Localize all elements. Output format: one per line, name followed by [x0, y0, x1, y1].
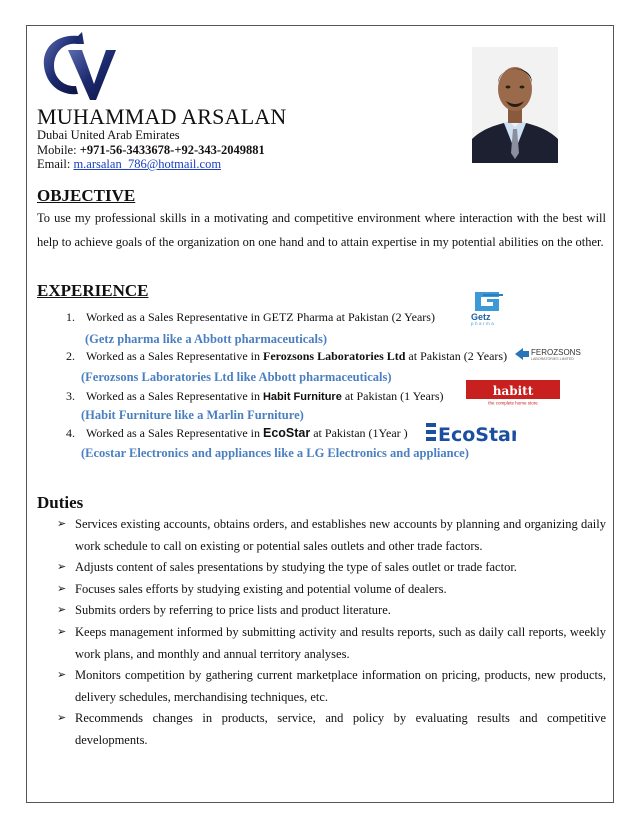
- arrow-bullet-icon: ➢: [57, 583, 67, 595]
- item-company: GETZ Pharma: [262, 310, 334, 324]
- experience-item: [66, 310, 435, 325]
- experience-note: (Ferozsons Laboratories Ltd like Abbott pharmaceuticals): [81, 370, 392, 384]
- duty-item: ➢ Keeps management informed by submitting activity and results reports, such as daily call reports, weekly work plans, and monthly and annual territory analyses.: [57, 622, 606, 665]
- item-suffix: at Pakistan (1Year ): [310, 426, 408, 440]
- email-link[interactable]: m.arsalan_786@hotmail.com: [73, 157, 222, 171]
- item-company: EcoStar: [262, 426, 311, 440]
- duty-item: ➢ Focuses sales efforts by studying existing and potential volume of dealers.: [57, 579, 606, 601]
- habitt-logo: [466, 380, 560, 406]
- email-line: [37, 157, 221, 172]
- experience-note: (Habit Furniture like a Marlin Furniture): [81, 408, 304, 422]
- experience-item: [66, 389, 443, 404]
- cv-monogram-logo: [38, 30, 118, 102]
- item-number: 3.: [66, 389, 75, 403]
- ecostar-logo: [424, 419, 516, 445]
- ferozsons-logo-sub: LABORATORIES LIMITED: [531, 357, 574, 361]
- item-company: Ferozsons Laboratories Ltd: [262, 349, 406, 363]
- ecostar-logo-text: EcoStar: [438, 424, 516, 445]
- ferozsons-logo: [513, 346, 585, 362]
- duties-heading: Duties: [37, 493, 84, 512]
- location: Dubai United Arab Emirates: [37, 128, 180, 142]
- item-number: 4.: [66, 426, 75, 440]
- ferozsons-logo-text: FEROZSONS: [531, 348, 581, 357]
- arrow-bullet-icon: ➢: [57, 561, 67, 573]
- objective-heading: OBJECTIVE: [37, 186, 136, 205]
- duty-item: ➢ Recommends changes in products, service, and policy by evaluating results and competitive developments.: [57, 708, 606, 751]
- duty-item: ➢ Adjusts content of sales presentations by studying the type of sales outlet or trade factor.: [57, 557, 606, 579]
- item-prefix: Worked as a Sales Representative in: [86, 310, 263, 324]
- habitt-logo-text: habitt: [492, 384, 534, 398]
- profile-photo: [472, 47, 558, 163]
- duty-item: ➢ Monitors competition by gathering current marketplace information on pricing, products, new products, delivery schedules, merchandising techniques, etc.: [57, 665, 606, 708]
- item-suffix: at Pakistan (2 Years): [405, 349, 508, 363]
- candidate-name: MUHAMMAD ARSALAN: [37, 104, 287, 129]
- mobile-line: [37, 143, 265, 158]
- item-suffix: at Pakistan (2 Years): [333, 310, 435, 324]
- experience-item: [66, 426, 408, 441]
- mobile-label: Mobile:: [37, 143, 80, 157]
- experience-note: (Getz pharma like a Abbott pharmaceuticals): [85, 332, 327, 346]
- duty-item: ➢ Submits orders by referring to price lists and product literature.: [57, 600, 606, 622]
- item-prefix: Worked as a Sales Representative in: [86, 389, 263, 403]
- arrow-bullet-icon: ➢: [57, 626, 67, 638]
- item-suffix: at Pakistan (1 Years): [341, 389, 444, 403]
- getz-pharma-logo: [469, 290, 509, 326]
- experience-note: (Ecostar Electronics and appliances like a LG Electronics and appliance): [81, 446, 469, 460]
- arrow-bullet-icon: ➢: [57, 712, 67, 724]
- arrow-bullet-icon: ➢: [57, 518, 67, 530]
- item-number: 1.: [66, 310, 75, 324]
- objective-text: To use my professional skills in a motivating and competitive environment where interaction with the best will help to achieve goals of the organization on one hand and to attain expertise in my potential abilities on the other.: [37, 211, 606, 249]
- getz-logo-text: Getz: [471, 312, 491, 322]
- getz-logo-sub: pharma: [471, 321, 496, 326]
- email-label: Email:: [37, 157, 74, 171]
- arrow-bullet-icon: ➢: [57, 604, 67, 616]
- arrow-bullet-icon: ➢: [57, 669, 67, 681]
- experience-item: [66, 349, 507, 364]
- habitt-logo-sub: the complete home store: [488, 400, 538, 406]
- experience-heading: EXPERIENCE: [37, 281, 149, 300]
- item-number: 2.: [66, 349, 75, 363]
- item-prefix: Worked as a Sales Representative in: [86, 426, 263, 440]
- duty-item: ➢ Services existing accounts, obtains orders, and establishes new accounts by planning and organizing daily work schedule to call on existing or potential sales outlets and other trade factors.: [57, 514, 606, 557]
- item-company: Habit Furniture: [262, 391, 342, 403]
- item-prefix: Worked as a Sales Representative in: [86, 349, 263, 363]
- mobile-number: +971-56-3433678-+92-343-2049881: [79, 143, 265, 157]
